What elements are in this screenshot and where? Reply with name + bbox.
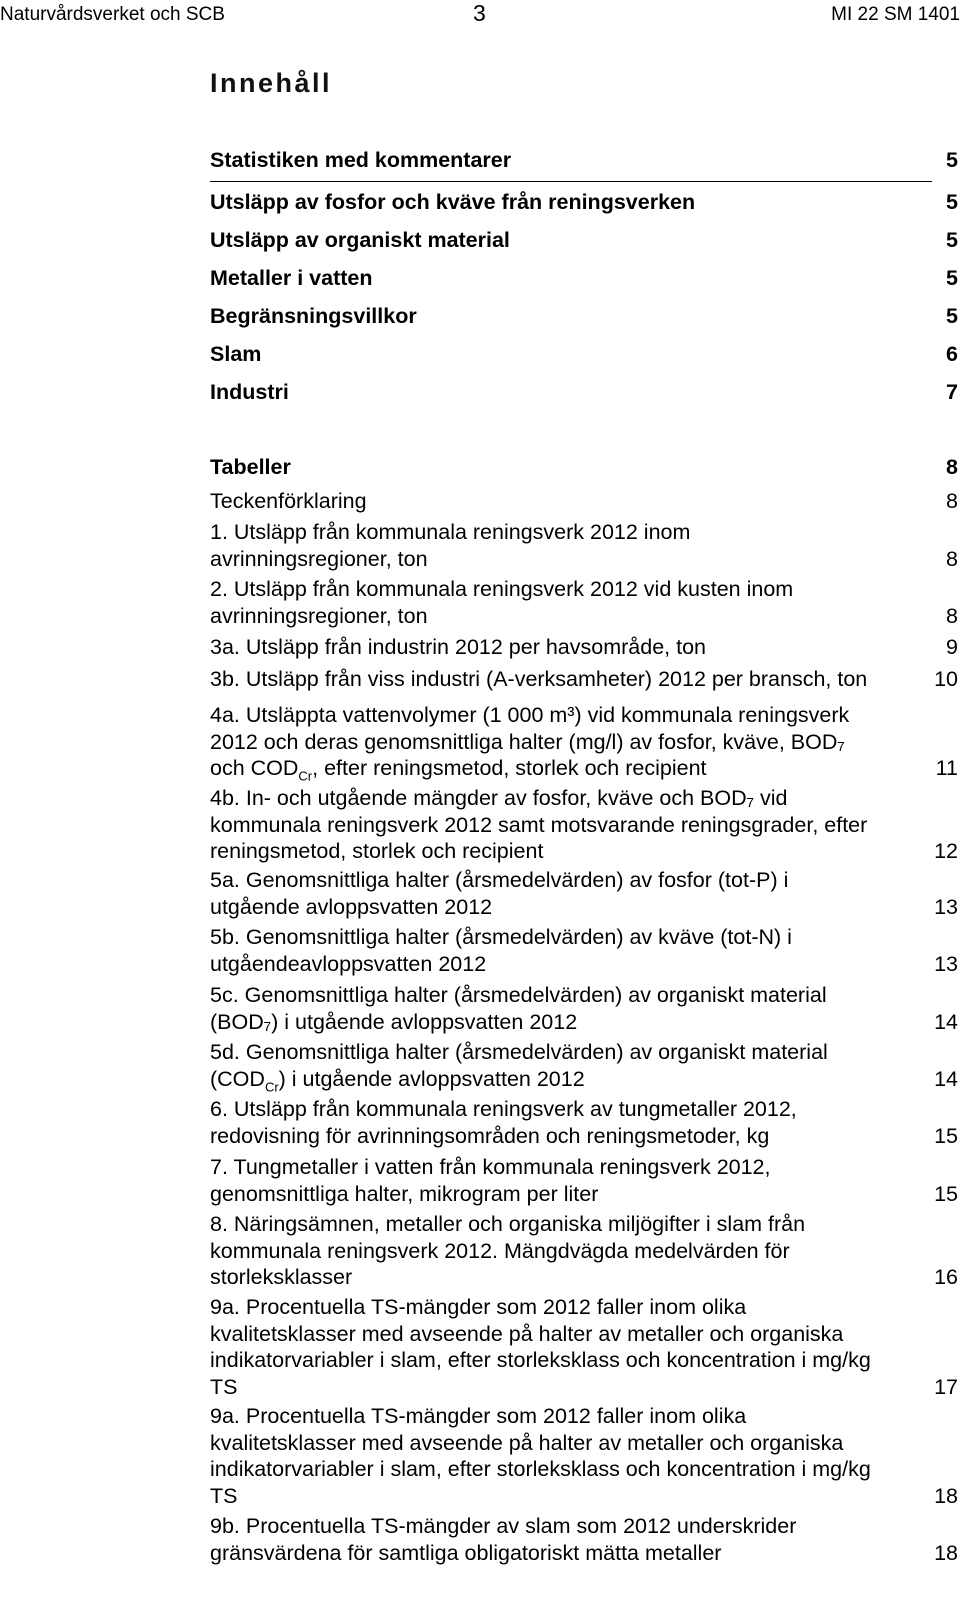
toc-entry-line: 4b. In- och utgående mängder av fosfor, kväve och BOD₇ vid (210, 786, 788, 810)
toc-table-entry[interactable] (210, 1513, 958, 1566)
toc-entry-line: indikatorvariabler i slam, efter storleksklass och koncentration i mg/kg (210, 1457, 871, 1481)
toc-entry-label: Statistiken med kommentarer (210, 148, 512, 172)
toc-entry-page: 9 (946, 635, 958, 659)
toc-table-entry[interactable] (210, 666, 958, 693)
toc-table-entry[interactable] (210, 1211, 958, 1291)
toc-entry-page: 15 (934, 1123, 958, 1148)
toc-entry-label: Industri (210, 380, 289, 404)
toc-entry-line: 3b. Utsläpp från viss industri (A-verksamheter) 2012 per bransch, ton (210, 667, 868, 691)
toc-table-entry[interactable] (210, 1403, 958, 1509)
toc-entry-line: 9a. Procentuella TS-mängder som 2012 faller inom olika (210, 1295, 747, 1319)
toc-entry-page: 7 (946, 380, 958, 404)
toc-entry-line: avrinningsregioner, ton (210, 546, 428, 571)
section-divider (210, 181, 932, 182)
toc-entry-line: 5c. Genomsnittliga halter (årsmedelvärden) av organiskt material (210, 983, 827, 1007)
toc-table-entry[interactable] (210, 1154, 958, 1207)
toc-entry-line: 2. Utsläpp från kommunala reningsverk 2012 vid kusten inom (210, 577, 794, 601)
toc-entry-page: 16 (934, 1265, 958, 1289)
toc-entry-label: Slam (210, 342, 262, 366)
toc-entry-label (210, 634, 910, 661)
toc-table-entry[interactable] (210, 867, 958, 920)
toc-entry-label (210, 982, 910, 1035)
toc-entry-page: 5 (946, 266, 958, 290)
toc-entry-line: 9b. Procentuella TS-mängder av slam som 2012 underskrider (210, 1514, 797, 1538)
toc-entry-line: 9a. Procentuella TS-mängder som 2012 faller inom olika (210, 1404, 747, 1428)
toc-entry-line: genomsnittliga halter, mikrogram per liter (210, 1181, 599, 1206)
toc-entry-label (210, 1039, 910, 1092)
toc-entry-label: Metaller i vatten (210, 266, 373, 290)
toc-entry-label (210, 924, 910, 977)
toc-table-entry[interactable] (210, 1096, 958, 1149)
toc-entry-label (210, 576, 910, 629)
toc-entry-line: 8. Näringsämnen, metaller och organiska miljögifter i slam från (210, 1212, 806, 1236)
toc-entry-line: indikatorvariabler i slam, efter storleksklass och koncentration i mg/kg (210, 1348, 871, 1372)
toc-entry-page: 8 (946, 455, 958, 479)
toc-table-entry[interactable] (210, 576, 958, 629)
toc-entry-label: Begränsningsvillkor (210, 304, 417, 328)
toc-entry-label (210, 702, 910, 782)
toc-entry-page: 14 (934, 1009, 958, 1034)
toc-entry-line: 6. Utsläpp från kommunala reningsverk av tungmetaller 2012, (210, 1097, 797, 1121)
page-title: Innehåll (210, 68, 333, 98)
toc-entry-label: Utsläpp av fosfor och kväve från reningsverken (210, 190, 696, 214)
toc-entry-line: 7. Tungmetaller i vatten från kommunala reningsverk 2012, (210, 1155, 771, 1179)
toc-entry-page: 6 (946, 342, 958, 366)
toc-entry-line: kommunala reningsverk 2012. Mängdvägda medelvärden för (210, 1238, 790, 1263)
toc-entry-line: 5d. Genomsnittliga halter (årsmedelvärden) av organiskt material (210, 1040, 828, 1064)
toc-entry-label (210, 1294, 910, 1400)
header-series-id: MI 22 SM 1401 (831, 4, 960, 25)
toc-entry-line: 4a. Utsläppta vattenvolymer (1 000 m³) vid kommunala reningsverk (210, 703, 850, 727)
toc-entry-line: TS (210, 1374, 238, 1399)
toc-entry-page: 5 (946, 148, 958, 172)
toc-entry-page: 14 (934, 1066, 958, 1091)
toc-entry-line: 3a. Utsläpp från industrin 2012 per havsområde, ton (210, 635, 706, 659)
toc-table-entry[interactable] (210, 982, 958, 1035)
toc-entry-label (210, 1403, 910, 1509)
toc-entry-line: 5b. Genomsnittliga halter (årsmedelvärden) av kväve (tot-N) i (210, 925, 792, 949)
toc-entry-page: 13 (934, 894, 958, 919)
toc-entry-page: 18 (934, 1483, 958, 1508)
toc-entry-page: 11 (935, 756, 958, 780)
toc-entry-line: (BOD₇) i utgående avloppsvatten 2012 (210, 1009, 578, 1034)
toc-table-entry[interactable] (210, 924, 958, 977)
toc-table-entry[interactable] (210, 1039, 958, 1092)
toc-entry-label (210, 1211, 910, 1291)
toc-entry-line: $(COD_{Cr})$ i utgående avloppsvatten 2012 (210, 1066, 585, 1094)
toc-entry-line: redovisning för avrinningsområden och reningsmetoder, kg (210, 1123, 770, 1148)
toc-entry-page: 5 (946, 190, 958, 214)
toc-table-entry[interactable] (210, 488, 958, 515)
toc-entry-label (210, 785, 910, 865)
toc-entry-page: 8 (946, 546, 958, 571)
toc-table-entry[interactable] (210, 519, 958, 572)
toc-entry-page: 17 (934, 1374, 958, 1399)
toc-table-entry[interactable] (210, 1294, 958, 1400)
toc-entry-line: storleksklasser (210, 1265, 353, 1289)
toc-entry-label (210, 867, 910, 920)
toc-entry-line: avrinningsregioner, ton (210, 603, 428, 628)
toc-entry-line: utgående avloppsvatten 2012 (210, 894, 493, 919)
toc-entry-label (210, 1154, 910, 1207)
toc-table-entry[interactable] (210, 785, 958, 865)
toc-entry-page: 12 (934, 839, 958, 863)
toc-entry-page: 15 (934, 1181, 958, 1206)
toc-entry-label: Utsläpp av organiskt material (210, 228, 510, 252)
toc-entry-label (210, 488, 910, 515)
toc-entry-page: 18 (934, 1540, 958, 1565)
toc-entry-line: kommunala reningsverk 2012 samt motsvarande reningsgrader, efter (210, 812, 868, 837)
toc-entry-label (210, 666, 910, 693)
toc-entry-line: kvalitetsklasser med avseende på halter av metaller och organiska (210, 1430, 844, 1455)
toc-entry-line: gränsvärdena för samtliga obligatoriskt mätta metaller (210, 1540, 722, 1565)
toc-entry-label (210, 1096, 910, 1149)
toc-entry-page: 8 (946, 489, 958, 513)
toc-entry-label (210, 1513, 910, 1566)
toc-entry-line: kvalitetsklasser med avseende på halter av metaller och organiska (210, 1321, 844, 1346)
toc-entry-line: utgåendeavloppsvatten 2012 (210, 951, 487, 976)
header-publisher: Naturvårdsverket och SCB (0, 4, 225, 25)
toc-entry-page: 10 (934, 667, 958, 691)
toc-entry-line: 2012 och deras genomsnittliga halter (mg/l) av fosfor, kväve, BOD₇ (210, 729, 845, 754)
toc-entry-page: 5 (946, 304, 958, 328)
toc-entry-label (210, 519, 910, 572)
toc-table-entry[interactable] (210, 702, 958, 782)
toc-entry-page: 5 (946, 228, 958, 252)
toc-entry-page: 8 (946, 603, 958, 628)
toc-entry-page: 13 (934, 951, 958, 976)
toc-entry-line: reningsmetod, storlek och recipient (210, 839, 544, 863)
toc-entry-label: Tabeller (210, 455, 291, 479)
toc-table-entry[interactable] (210, 634, 958, 661)
toc-entry-line: 1. Utsläpp från kommunala reningsverk 2012 inom (210, 520, 691, 544)
toc-entry-line: 5a. Genomsnittliga halter (årsmedelvärden) av fosfor (tot-P) i (210, 868, 789, 892)
header-page-number: 3 (473, 0, 486, 26)
toc-entry-line: Teckenförklaring (210, 489, 367, 513)
toc-entry-line: och $COD_{Cr}$, efter reningsmetod, storlek och recipient (210, 756, 707, 784)
toc-entry-line: TS (210, 1483, 238, 1508)
